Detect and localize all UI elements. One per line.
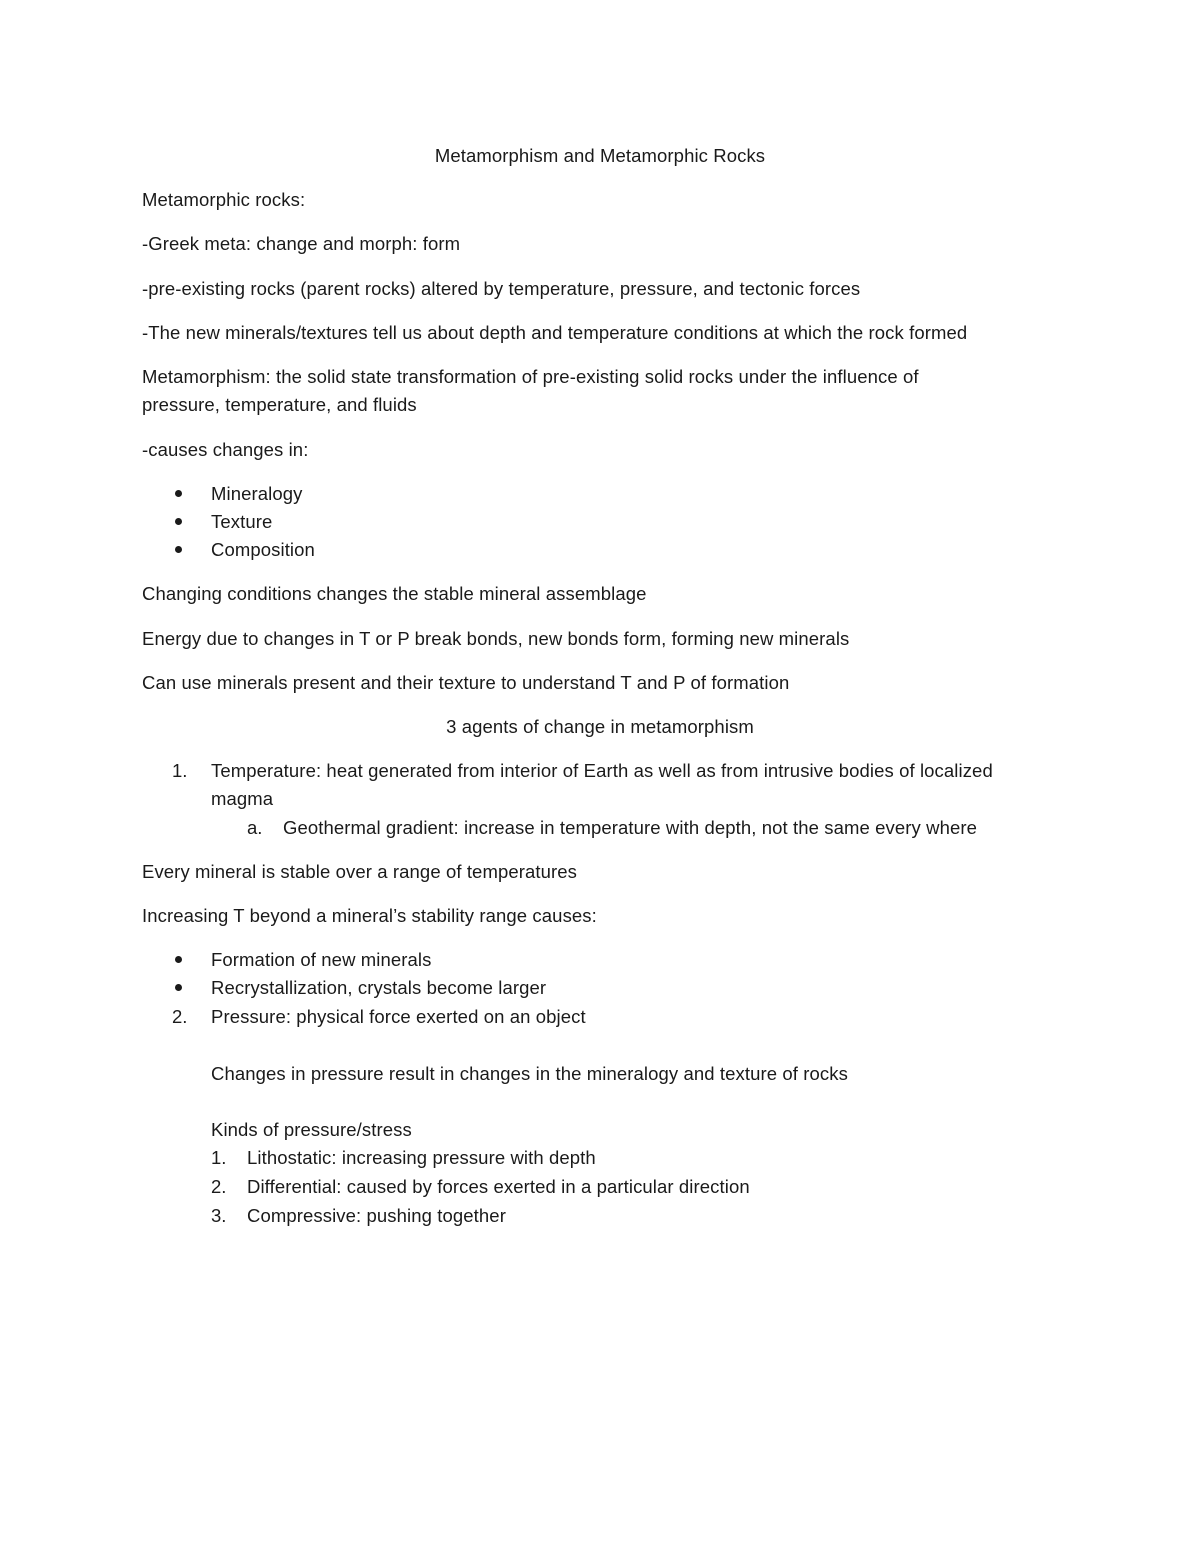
- page-title: Metamorphism and Metamorphic Rocks: [434, 145, 766, 166]
- bullet-icon: [175, 546, 182, 553]
- agent-temperature-line-2: magma: [211, 788, 274, 809]
- kind-differential: Differential: caused by forces exerted in a particular direction: [247, 1176, 750, 1197]
- bullet-icon: [175, 956, 182, 963]
- list-number: 3.: [211, 1205, 227, 1226]
- statement-mineral-stability: Every mineral is stable over a range of temperatures: [142, 861, 578, 882]
- definition-line-1: Metamorphism: the solid state transformation of pre-existing solid rocks under the influence of: [142, 366, 919, 387]
- statement-stable-assemblage: Changing conditions changes the stable mineral assemblage: [142, 583, 647, 604]
- list-number: 1.: [172, 760, 188, 781]
- sub-item-geothermal-gradient: Geothermal gradient: increase in temperature with depth, not the same every where: [283, 817, 977, 838]
- pressure-changes-statement: Changes in pressure result in changes in the mineralogy and texture of rocks: [211, 1063, 848, 1084]
- statement-minerals-present: Can use minerals present and their texture to understand T and P of formation: [142, 672, 790, 693]
- bullet-icon: [175, 518, 182, 525]
- list-number: 2.: [172, 1006, 188, 1027]
- causes-item-mineralogy: Mineralogy: [211, 483, 303, 504]
- statement-energy: Energy due to changes in T or P break bonds, new bonds form, forming new minerals: [142, 628, 850, 649]
- list-number: 2.: [211, 1176, 227, 1197]
- definition-line-2: pressure, temperature, and fluids: [142, 394, 417, 415]
- bullet-icon: [175, 984, 182, 991]
- intro-line-etymology: -Greek meta: change and morph: form: [142, 233, 461, 254]
- causes-heading: -causes changes in:: [142, 439, 309, 460]
- list-letter: a.: [247, 817, 263, 838]
- bullet-icon: [175, 490, 182, 497]
- agents-heading: 3 agents of change in metamorphism: [446, 716, 754, 737]
- temp-item-recrystallization: Recrystallization, crystals become larger: [211, 977, 547, 998]
- list-number: 1.: [211, 1147, 227, 1168]
- kinds-heading: Kinds of pressure/stress: [211, 1119, 412, 1140]
- intro-heading: Metamorphic rocks:: [142, 189, 306, 210]
- causes-item-texture: Texture: [211, 511, 273, 532]
- temp-item-new-minerals: Formation of new minerals: [211, 949, 432, 970]
- kind-lithostatic: Lithostatic: increasing pressure with depth: [247, 1147, 596, 1168]
- statement-increasing-t: Increasing T beyond a mineral’s stability range causes:: [142, 905, 597, 926]
- kind-compressive: Compressive: pushing together: [247, 1205, 506, 1226]
- agent-pressure: Pressure: physical force exerted on an object: [211, 1006, 586, 1027]
- agent-temperature-line-1: Temperature: heat generated from interior of Earth as well as from intrusive bodies of localized: [211, 760, 993, 781]
- intro-line-parent-rocks: -pre-existing rocks (parent rocks) altered by temperature, pressure, and tectonic forces: [142, 278, 861, 299]
- intro-line-new-minerals: -The new minerals/textures tell us about depth and temperature conditions at which the rock formed: [142, 322, 968, 343]
- causes-item-composition: Composition: [211, 539, 315, 560]
